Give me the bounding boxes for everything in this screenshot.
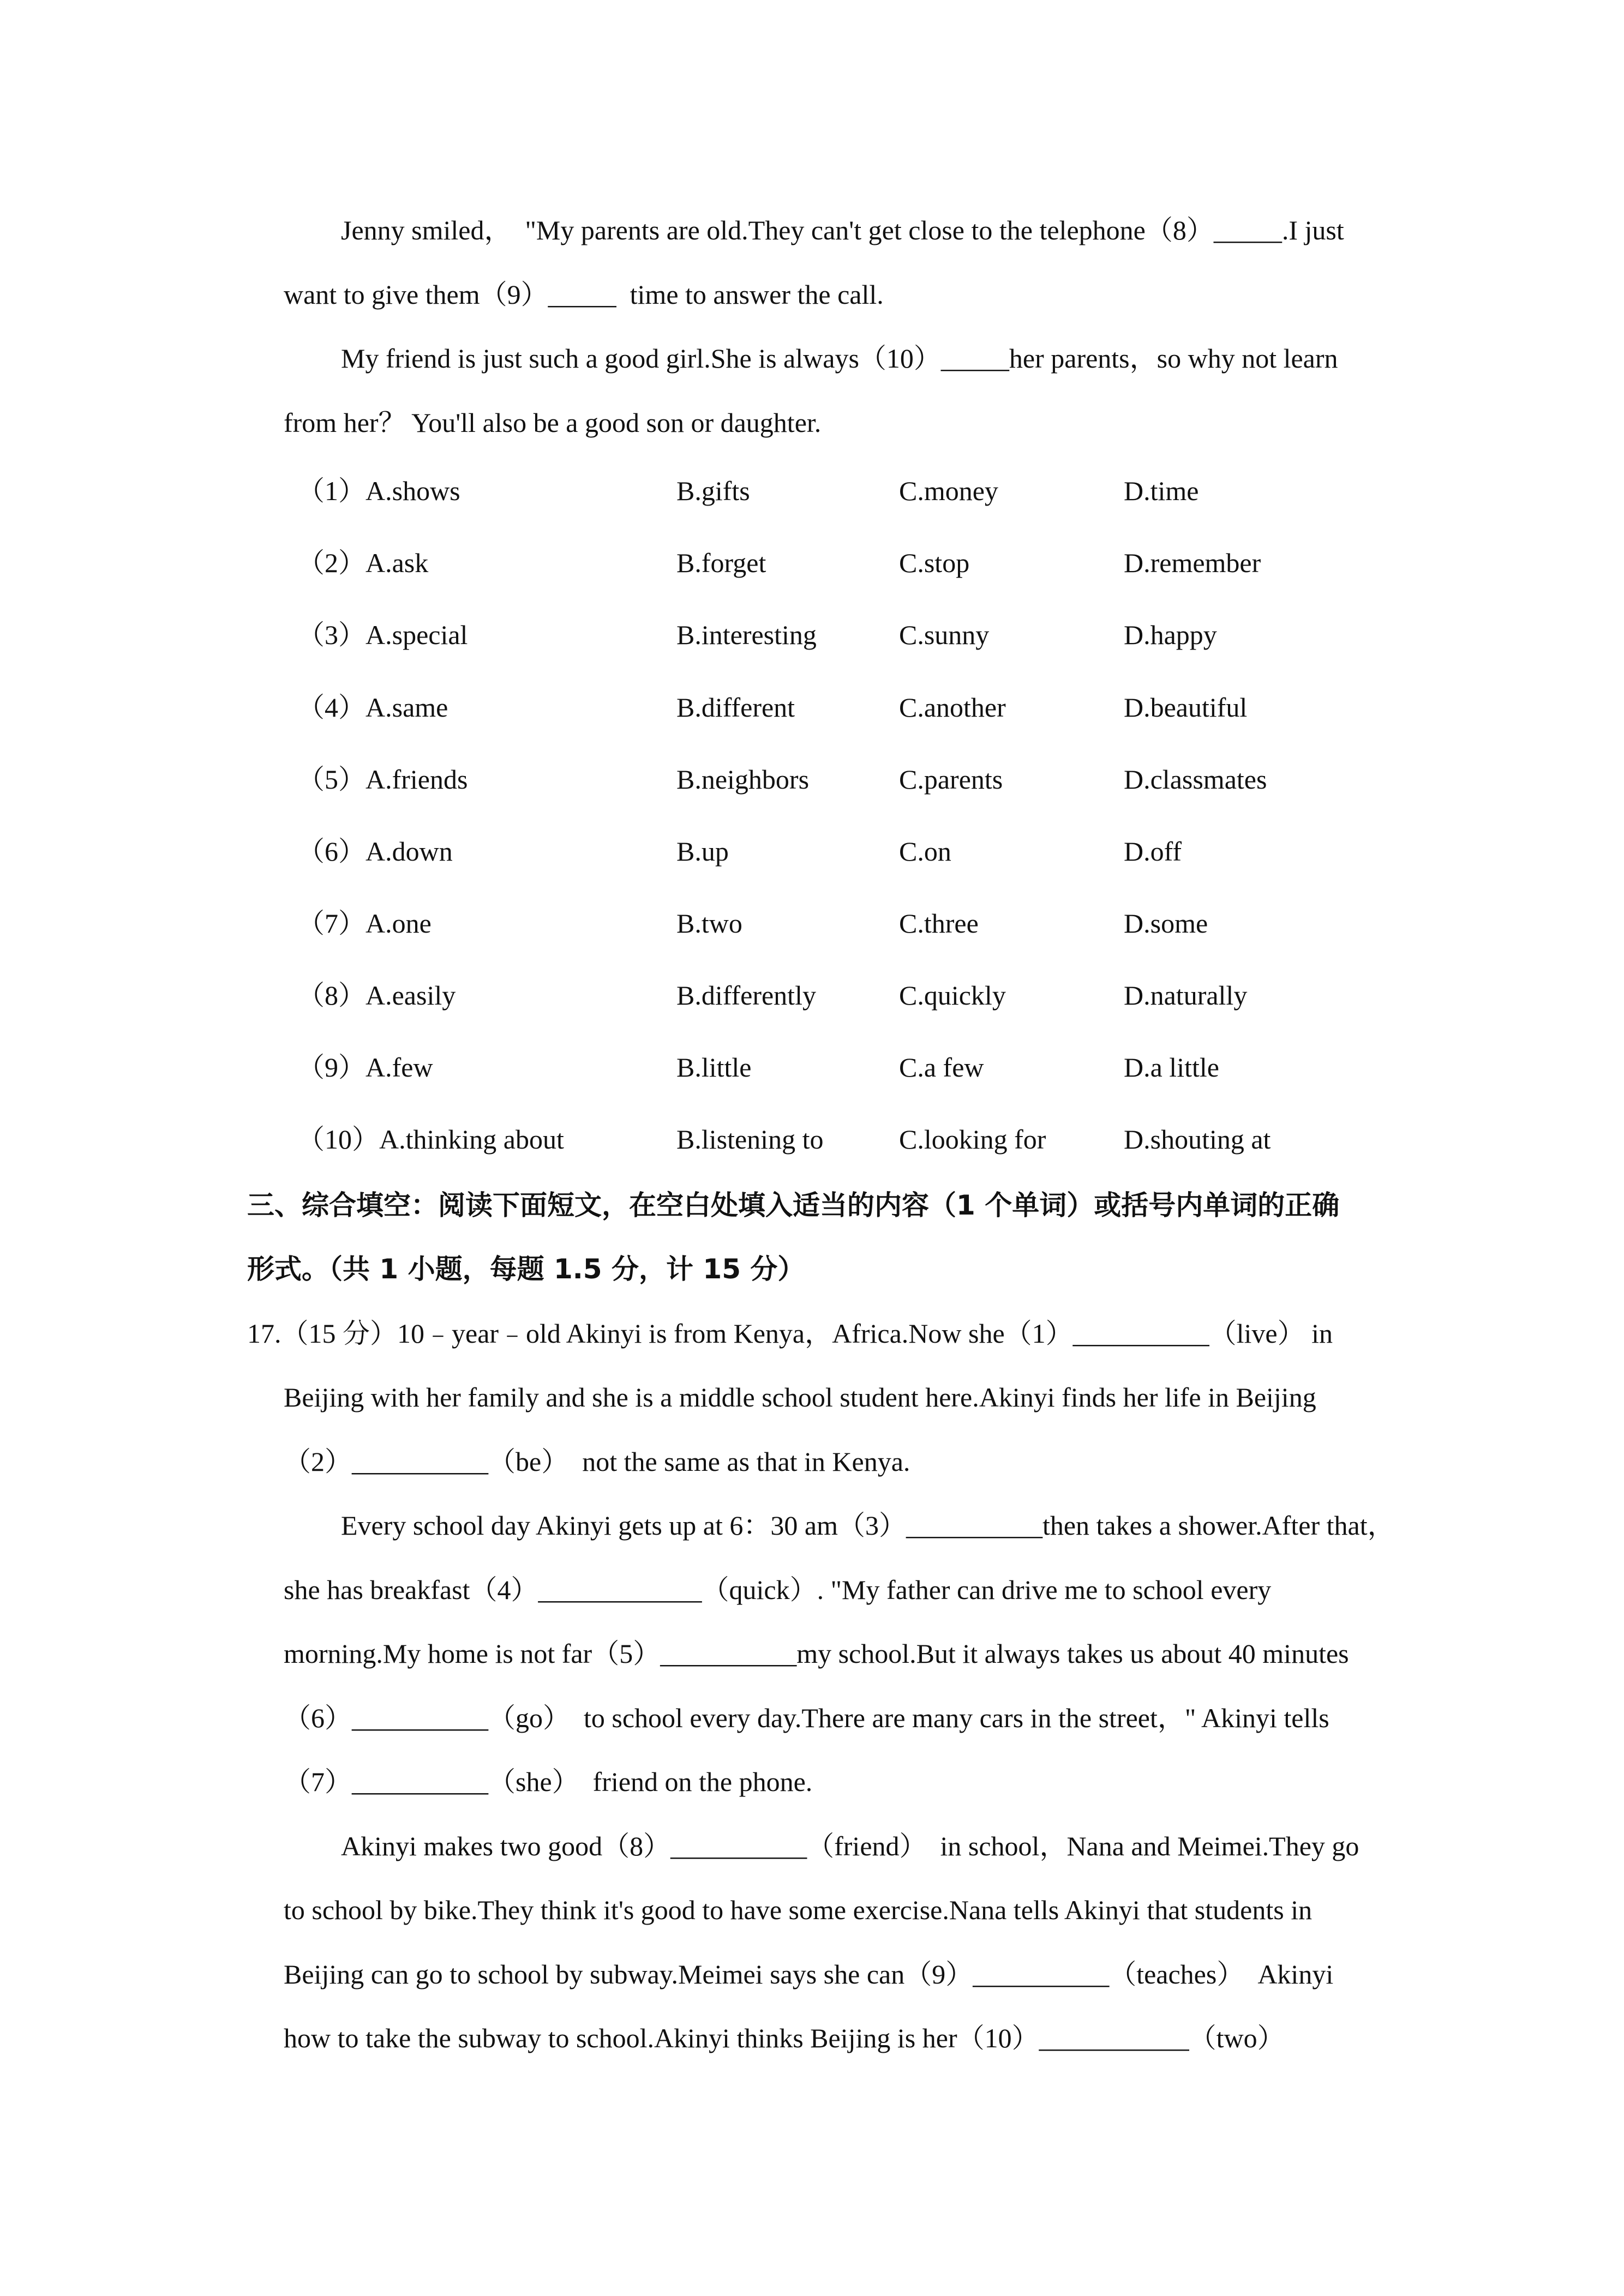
option-b: B.up — [676, 836, 729, 867]
question-line: to school by bike.They think it's good to have some exercise.Nana tells Akinyi that students in — [284, 1895, 1313, 1925]
option-d: D.beautiful — [1124, 692, 1248, 723]
option-d: D.naturally — [1124, 980, 1248, 1011]
passage-text: My friend is just such a good girl.She is always（10）_____her parents，so why not learn — [341, 343, 1338, 374]
passage-text: Jenny smiled， "My parents are old.They can't get close to the telephone（8）_____.I just — [341, 215, 1344, 245]
option-d: D.off — [1124, 836, 1182, 867]
option-c: C.stop — [899, 548, 970, 578]
option-b: B.neighbors — [676, 764, 810, 795]
option-c: C.parents — [899, 764, 1003, 795]
question-line: Every school day Akinyi gets up at 6：30 am（3）__________then takes a shower.After that， — [341, 1510, 1395, 1541]
option-b: B.gifts — [676, 476, 750, 506]
option-a: （9）A.few — [297, 1052, 433, 1083]
passage-line — [284, 406, 1624, 439]
question-line: how to take the subway to school.Akinyi thinks Beijing is her（10）___________（two） — [284, 2023, 1285, 2053]
option-d: D.some — [1124, 908, 1208, 939]
option-a: （10）A.thinking about — [297, 1124, 564, 1155]
question-line: she has breakfast（4）____________（quick）. "My father can drive me to school every — [284, 1574, 1272, 1605]
option-c: C.a few — [899, 1052, 984, 1083]
passage-text: from her？ You'll also be a good son or daughter. — [284, 407, 822, 438]
option-d: D.time — [1124, 476, 1199, 506]
question-line: 17.（15 分）10﹣year﹣old Akinyi is from Kenya，Africa.Now she（1）__________（live） in — [247, 1318, 1333, 1349]
option-d: D.a little — [1124, 1052, 1219, 1083]
question-line: morning.My home is not far（5）__________my school.But it always takes us about 40 minutes — [284, 1638, 1349, 1669]
option-b: B.interesting — [676, 620, 817, 650]
passage-line — [341, 214, 1624, 247]
option-b: B.listening to — [676, 1124, 824, 1155]
option-d: D.remember — [1124, 548, 1261, 578]
option-c: C.on — [899, 836, 951, 867]
section-heading: 三、综合填空：阅读下面短文，在空白处填入适当的内容（1 个单词）或括号内单词的正确 — [247, 1189, 1340, 1221]
option-a: （8）A.easily — [297, 980, 456, 1011]
option-b: B.forget — [676, 548, 766, 578]
question-line: （2）__________（be） not the same as that in Kenya. — [284, 1446, 910, 1477]
section-heading: 形式。（共 1 小题，每题 1.5 分，计 15 分） — [247, 1253, 805, 1285]
option-a: （1）A.shows — [297, 476, 460, 506]
question-line: Beijing can go to school by subway.Meimei says she can（9）__________（teaches） Akinyi — [284, 1959, 1334, 1990]
option-c: C.three — [899, 908, 979, 939]
option-a: （7）A.one — [297, 908, 432, 939]
option-a: （5）A.friends — [297, 764, 468, 795]
option-b: B.two — [676, 908, 742, 939]
passage-text: want to give them（9）_____ time to answer the call. — [284, 279, 884, 310]
option-c: C.sunny — [899, 620, 990, 650]
option-c: C.money — [899, 476, 998, 506]
option-c: C.another — [899, 692, 1006, 723]
question-line: Beijing with her family and she is a middle school student here.Akinyi finds her life in Beijing — [284, 1382, 1316, 1413]
option-d: D.happy — [1124, 620, 1217, 650]
question-line: （7）__________（she） friend on the phone. — [284, 1766, 813, 1797]
option-a: （3）A.special — [297, 620, 468, 650]
passage-line — [284, 278, 1624, 311]
option-d: D.shouting at — [1124, 1124, 1271, 1155]
option-b: B.little — [676, 1052, 752, 1083]
question-line: （6）__________（go） to school every day.There are many cars in the street，" Akinyi tells — [284, 1703, 1329, 1733]
option-b: B.differently — [676, 980, 816, 1011]
option-a: （6）A.down — [297, 836, 453, 867]
option-c: C.looking for — [899, 1124, 1046, 1155]
option-a: （2）A.ask — [297, 548, 429, 578]
option-d: D.classmates — [1124, 764, 1267, 795]
option-a: （4）A.same — [297, 692, 448, 723]
option-c: C.quickly — [899, 980, 1006, 1011]
option-b: B.different — [676, 692, 795, 723]
passage-line — [341, 342, 1624, 375]
question-line: Akinyi makes two good（8）__________（friend） in school，Nana and Meimei.They go — [341, 1831, 1359, 1861]
